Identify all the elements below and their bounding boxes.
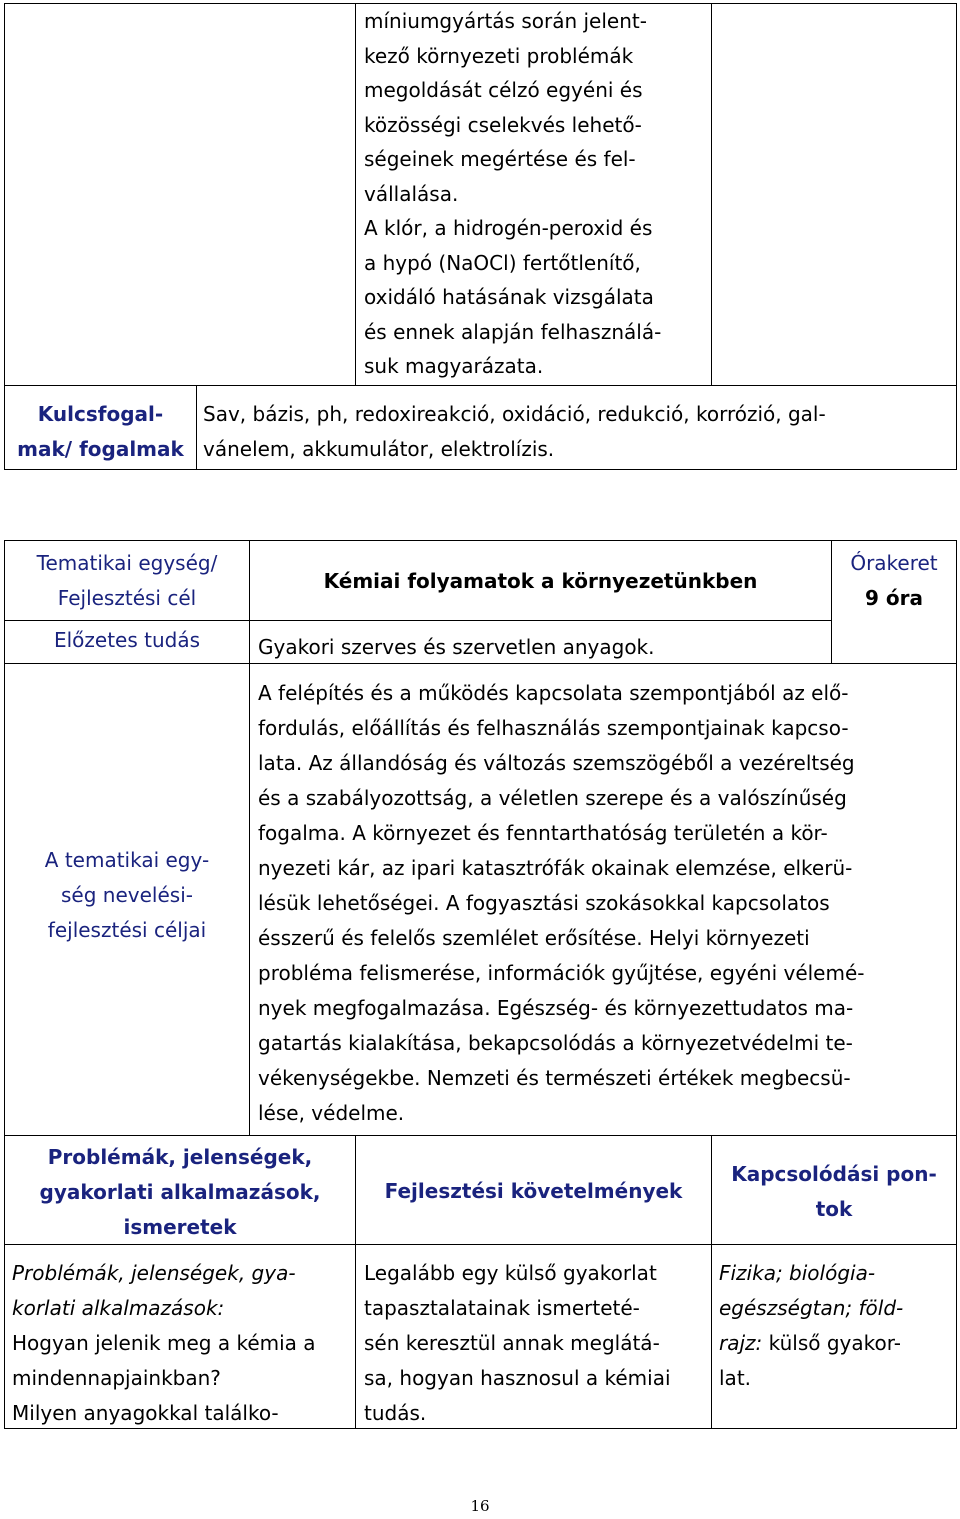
text-line: probléma felismerése, információk gyűjtése, egyéni vélemé- [258,961,865,985]
header-kapcsolodasi-pontok: Kapcsolódási pon- tok [731,1162,937,1221]
col-problemak-content: Problémák, jelenségek, gya- korlati alkalmazások: Hogyan jelenik meg a kémia a mindennapjainkban? Milyen anyagokkal találko- [12,1261,316,1425]
text-line: ségeinek megértése és fel- [364,147,636,171]
celjai-text [258,676,954,1131]
header-problemak: Problémák, jelenségek, gyakorlati alkalmazások, ismeretek [39,1145,321,1239]
text-line: megoldását célzó egyéni és [364,78,643,102]
text-line: A felépítés és a működés kapcsolata szempontjából az elő- [258,681,849,705]
text-line: míniumgyártás során jelent- [364,9,647,33]
text-line: fogalma. A környezet és fenntarthatóság területén a kör- [258,821,828,845]
text-line: a hypó (NaOCl) fertőtlenítő, [364,250,641,275]
text-line: A klór, a hidrogén-peroxid és [364,216,653,240]
text-line: és a szabályozottság, a véletlen szerepe és a valószínűség [258,786,847,810]
col-kovetelmenyek-content: Legalább egy külső gyakorlat tapasztalatainak ismerteté- sén keresztül annak meglátá- sa, hogyan hasznosul a kémiai tudás. [364,1261,671,1425]
kulcsfogalmak-label: Kulcsfogal- mak/ fogalmak [17,402,184,461]
text-line: nyezeti kár, az ipari katasztrófák okainak elemzése, elkerü- [258,856,853,880]
text-line: gatartás kialakítása, bekapcsolódás a környezetvédelmi te- [258,1031,853,1055]
text-line: suk magyarázata. [364,354,544,378]
text-line: vállalása. [364,181,459,206]
orakeret-value: 9 óra [865,586,923,610]
text-line: oxidáló hatásának vizsgálata [364,285,654,309]
text-line: lata. Az állandóság és változás szemszögéből a vezéreltség [258,751,855,775]
text-line: közösségi cselekvés lehető- [364,112,642,137]
text-line: kező környezeti problémák [364,43,634,68]
top-cell-text [364,4,709,384]
celjai-label: A tematikai egy- ség nevelési- fejlesztési céljai [44,848,210,942]
text-line: nyek megfogalmazása. Egészség- és környezettudatos ma- [258,996,854,1020]
text-line: lésük lehetőségei. A fogyasztási szokásokkal kapcsolatos [258,891,830,915]
kulcsfogalmak-text: Sav, bázis, ph, redoxireakció, oxidáció, redukció, korrózió, gal- vánelem, akkumulátor, elektrolízis. [203,402,826,461]
col-kapcsolodasi-content: Fizika; biológia- egészségtan; föld- rajz: külső gyakor- lat. [719,1261,904,1390]
text-line: ésszerű és felelős szemlélet erősítése. Helyi környezeti [258,926,810,950]
text-line: lése, védelme. [258,1101,405,1125]
orakeret-label: Órakeret [850,551,938,575]
text-line: vékenységekbe. Nemzeti és természeti értékek megbecsü- [258,1066,851,1090]
header-fejlesztesi-kovetelmenyek: Fejlesztési követelmények [384,1179,683,1203]
tematikai-title: Kémiai folyamatok a környezetünkben [323,569,758,593]
orakeret [832,546,956,616]
text-line: fordulás, előállítás és felhasználás szempontjainak kapcso- [258,716,849,740]
elozetes-tudas-label: Előzetes tudás [53,628,201,652]
elozetes-tudas-text: Gyakori szerves és szervetlen anyagok. [258,635,655,659]
page-number: 16 [470,1497,490,1515]
tematikai-egyseg-label: Tematikai egység/ Fejlesztési cél [36,551,218,610]
text-line: és ennek alapján felhasználá- [364,319,662,344]
